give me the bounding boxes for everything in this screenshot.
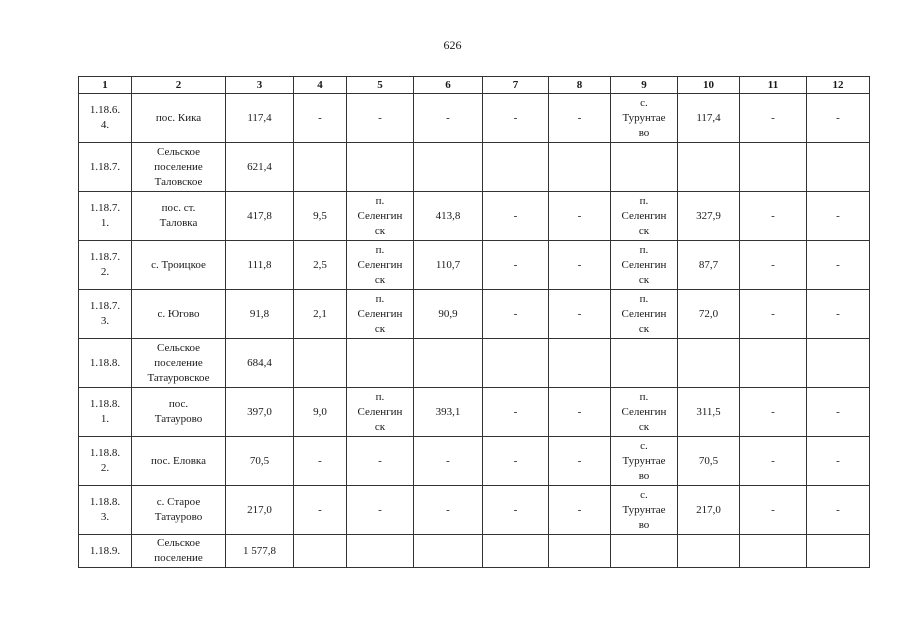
column-header: 8 xyxy=(549,77,611,94)
table-cell: п. Селенгин ск xyxy=(611,241,678,290)
table-cell: - xyxy=(483,437,549,486)
table-cell: 1.18.8. xyxy=(79,339,132,388)
table-row xyxy=(79,290,870,339)
table-cell: 91,8 xyxy=(226,290,294,339)
table-cell: - xyxy=(549,192,611,241)
table-cell: 1.18.6. 4. xyxy=(79,94,132,143)
table-row xyxy=(79,388,870,437)
table-cell: пос. ст. Таловка xyxy=(132,192,226,241)
table-row xyxy=(79,535,870,568)
header-row xyxy=(79,77,870,94)
table-cell xyxy=(414,339,483,388)
table-cell: - xyxy=(347,486,414,535)
table-cell xyxy=(611,535,678,568)
table-cell: Сельское поселение Таловское xyxy=(132,143,226,192)
table-cell xyxy=(611,339,678,388)
table-cell: - xyxy=(740,241,807,290)
table-row xyxy=(79,437,870,486)
table-cell: - xyxy=(807,94,870,143)
table-cell: 1.18.7. 2. xyxy=(79,241,132,290)
column-header: 4 xyxy=(294,77,347,94)
table-cell: - xyxy=(807,290,870,339)
column-header: 2 xyxy=(132,77,226,94)
data-table xyxy=(78,76,870,568)
table-cell xyxy=(807,535,870,568)
column-header: 1 xyxy=(79,77,132,94)
column-header: 10 xyxy=(678,77,740,94)
table-cell: 1.18.8. 3. xyxy=(79,486,132,535)
table-cell: - xyxy=(807,486,870,535)
table-cell: 72,0 xyxy=(678,290,740,339)
table-cell: 110,7 xyxy=(414,241,483,290)
table-cell xyxy=(549,339,611,388)
table-cell: 311,5 xyxy=(678,388,740,437)
table-cell xyxy=(740,143,807,192)
table-row xyxy=(79,192,870,241)
table-cell xyxy=(678,535,740,568)
table-cell: 1 577,8 xyxy=(226,535,294,568)
table-cell: - xyxy=(294,437,347,486)
table-cell: п. Селенгин ск xyxy=(347,192,414,241)
table-cell: - xyxy=(740,437,807,486)
table-cell: - xyxy=(807,388,870,437)
column-header: 9 xyxy=(611,77,678,94)
table-cell xyxy=(740,339,807,388)
table-cell xyxy=(678,143,740,192)
table-cell xyxy=(740,535,807,568)
table-cell: 1.18.9. xyxy=(79,535,132,568)
table-cell: пос. Татаурово xyxy=(132,388,226,437)
table-cell: 111,8 xyxy=(226,241,294,290)
table-cell xyxy=(483,339,549,388)
table-cell: - xyxy=(483,486,549,535)
table-cell xyxy=(347,143,414,192)
table-cell: с. Троицкое xyxy=(132,241,226,290)
table-cell: п. Селенгин ск xyxy=(347,241,414,290)
table-cell: - xyxy=(740,486,807,535)
table-cell: 87,7 xyxy=(678,241,740,290)
table-cell: - xyxy=(483,388,549,437)
table-cell: - xyxy=(740,388,807,437)
table-cell: с. Югово xyxy=(132,290,226,339)
table-cell: - xyxy=(294,94,347,143)
table-cell: - xyxy=(347,437,414,486)
table-cell: 327,9 xyxy=(678,192,740,241)
column-header: 7 xyxy=(483,77,549,94)
table-cell xyxy=(347,339,414,388)
table-cell xyxy=(483,535,549,568)
table-cell: - xyxy=(483,241,549,290)
table-cell: - xyxy=(414,437,483,486)
table-cell: 417,8 xyxy=(226,192,294,241)
table-cell xyxy=(414,535,483,568)
table-cell xyxy=(414,143,483,192)
table-cell xyxy=(294,535,347,568)
table-cell: - xyxy=(347,94,414,143)
table-cell: - xyxy=(549,241,611,290)
table-cell: - xyxy=(549,94,611,143)
table-cell xyxy=(483,143,549,192)
table-cell xyxy=(678,339,740,388)
table-row xyxy=(79,94,870,143)
table-cell: 393,1 xyxy=(414,388,483,437)
column-header: 6 xyxy=(414,77,483,94)
table-cell xyxy=(807,143,870,192)
table-cell: - xyxy=(549,388,611,437)
table-cell: 2,1 xyxy=(294,290,347,339)
table-cell: 1.18.7. 1. xyxy=(79,192,132,241)
table-cell: 1.18.7. 3. xyxy=(79,290,132,339)
table-cell xyxy=(294,143,347,192)
table-cell: 621,4 xyxy=(226,143,294,192)
table-cell xyxy=(611,143,678,192)
table-cell: - xyxy=(740,192,807,241)
page-number: 626 xyxy=(443,38,462,52)
table-cell: 413,8 xyxy=(414,192,483,241)
table-cell: 9,5 xyxy=(294,192,347,241)
table-cell: - xyxy=(483,94,549,143)
table-cell: 70,5 xyxy=(226,437,294,486)
table-cell xyxy=(549,535,611,568)
table-cell: 217,0 xyxy=(226,486,294,535)
table-row xyxy=(79,241,870,290)
table-cell: - xyxy=(483,290,549,339)
table-cell: 117,4 xyxy=(678,94,740,143)
table-cell: 9,0 xyxy=(294,388,347,437)
table-cell: - xyxy=(807,192,870,241)
table-cell xyxy=(807,339,870,388)
table-cell: 1.18.7. xyxy=(79,143,132,192)
table-cell: 117,4 xyxy=(226,94,294,143)
table-cell: - xyxy=(807,241,870,290)
table-cell: Сельское поселение xyxy=(132,535,226,568)
table-cell: 1.18.8. 1. xyxy=(79,388,132,437)
table-cell: 397,0 xyxy=(226,388,294,437)
table-cell: 2,5 xyxy=(294,241,347,290)
table-cell: п. Селенгин ск xyxy=(347,290,414,339)
table-cell: 90,9 xyxy=(414,290,483,339)
table-row xyxy=(79,143,870,192)
table-cell: 217,0 xyxy=(678,486,740,535)
table-cell: Сельское поселение Татауровское xyxy=(132,339,226,388)
column-header: 12 xyxy=(807,77,870,94)
table-cell: 70,5 xyxy=(678,437,740,486)
column-header: 3 xyxy=(226,77,294,94)
table-cell: с. Старое Татаурово xyxy=(132,486,226,535)
table-cell: - xyxy=(549,290,611,339)
table-cell: 1.18.8. 2. xyxy=(79,437,132,486)
table-cell: п. Селенгин ск xyxy=(611,192,678,241)
table-cell: - xyxy=(549,437,611,486)
table-cell: - xyxy=(549,486,611,535)
table-cell: - xyxy=(807,437,870,486)
table-cell xyxy=(549,143,611,192)
table-cell: - xyxy=(414,94,483,143)
table-cell: с. Турунтае во xyxy=(611,486,678,535)
column-header: 5 xyxy=(347,77,414,94)
table-cell: п. Селенгин ск xyxy=(611,290,678,339)
table-cell: - xyxy=(414,486,483,535)
table-cell: - xyxy=(740,290,807,339)
table-cell: п. Селенгин ск xyxy=(347,388,414,437)
table-row xyxy=(79,486,870,535)
table-cell: с. Турунтае во xyxy=(611,94,678,143)
table-cell: пос. Еловка xyxy=(132,437,226,486)
table-cell xyxy=(347,535,414,568)
table-row xyxy=(79,339,870,388)
table-cell: - xyxy=(483,192,549,241)
column-header: 11 xyxy=(740,77,807,94)
table-cell: 684,4 xyxy=(226,339,294,388)
table-cell: п. Селенгин ск xyxy=(611,388,678,437)
table-body xyxy=(79,94,870,568)
table-cell: - xyxy=(740,94,807,143)
table-cell: пос. Кика xyxy=(132,94,226,143)
table-cell: с. Турунтае во xyxy=(611,437,678,486)
table-cell xyxy=(294,339,347,388)
table-cell: - xyxy=(294,486,347,535)
